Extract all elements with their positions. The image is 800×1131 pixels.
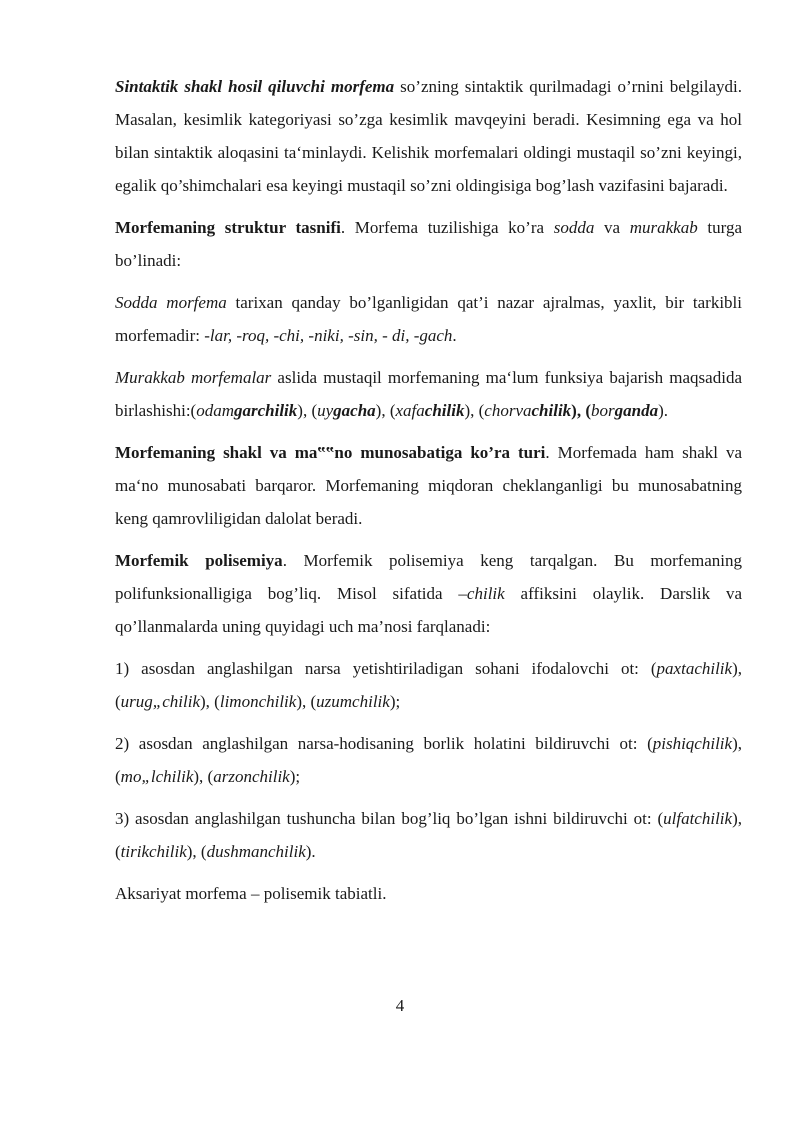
text-run: );: [389, 692, 401, 711]
text-run: tirikchilik: [120, 842, 187, 861]
paragraph-conclusion: [115, 877, 742, 910]
text-run: affiksini olaylik. Darslik va qo’llanmalarda uning quyidagi uch ma’nosi farqlanadi:: [115, 584, 742, 636]
text-run: ganda: [614, 401, 659, 420]
text-run: bor: [591, 401, 615, 420]
document-body: [115, 70, 742, 919]
text-run: Murakkab morfemalar: [115, 368, 272, 387]
text-run: garchilik: [234, 401, 298, 420]
text-run: Morfemaning shakl va ma‟‟no munosabatiga ko’ra turi: [115, 443, 546, 462]
text-run: . Morfemik polisemiya keng tarqalgan. Bu morfemaning polifunksionalligiga bog’liq. Misol sifatida –: [115, 551, 742, 603]
text-run: Sintaktik shakl hosil qiluvchi morfema: [115, 77, 395, 96]
text-run: odam: [196, 401, 234, 420]
text-run: chorva: [484, 401, 532, 420]
page-number: 4: [395, 996, 405, 1015]
text-run: paxtachilik: [656, 659, 733, 678]
paragraph-meaning-3: [115, 802, 742, 868]
text-run: ), (: [115, 734, 742, 786]
text-run: 3) asosdan anglashilgan tushuncha bilan bog’liq bo’lgan ishni bildiruvchi ot: (: [115, 809, 664, 828]
text-run: limonchilik: [219, 692, 297, 711]
text-run: ), (: [296, 692, 317, 711]
text-run: ), (: [115, 809, 742, 861]
paragraph-polysemy: [115, 544, 742, 643]
text-run: ), (: [193, 767, 214, 786]
text-run: Morfemik polisemiya: [115, 551, 283, 570]
text-run: ), (: [571, 401, 591, 420]
text-run: uy: [317, 401, 334, 420]
text-run: ), (: [375, 401, 396, 420]
text-run: Aksariyat morfema – polisemik tabiatli.: [115, 884, 387, 903]
text-run: mo„lchilik: [120, 767, 194, 786]
text-run: .: [452, 326, 457, 345]
text-run: chilik: [531, 401, 572, 420]
text-run: ), (: [464, 401, 485, 420]
text-run: Morfemaning struktur tasnifi: [115, 218, 341, 237]
text-run: urug„chilik: [120, 692, 201, 711]
paragraph-structural-classification: [115, 211, 742, 277]
text-run: 2) asosdan anglashilgan narsa-hodisaning borlik holatini bildiruvchi ot: (: [115, 734, 653, 753]
text-run: pishiqchilik: [652, 734, 733, 753]
text-run: murakkab: [629, 218, 698, 237]
text-run: xafa: [395, 401, 425, 420]
paragraph-syntactic-morpheme: [115, 70, 742, 202]
paragraph-simple-morpheme: [115, 286, 742, 352]
text-run: uzumchilik: [316, 692, 390, 711]
paragraph-form-meaning: [115, 436, 742, 535]
text-run: chilik: [424, 401, 465, 420]
text-run: ulfatchilik: [663, 809, 733, 828]
text-run: turga bo’linadi:: [115, 218, 743, 270]
text-run: so’zning sintaktik qurilmadagi o’rnini belgilaydi. Masalan, kesimlik kategoriyasi so’zga kesimlik mavqeyini beradi. Kesimning ega va hol bilan sintaktik aloqasini ta‘minlaydi. Kelishik morfemalari oldingi mustaqil so’zni keyingi, egalik qo’shimchalari esa keyingi mustaqil so’zni oldingisiga bog’lash vazifasini bajaradi.: [115, 77, 742, 195]
text-run: dushmanchilik: [206, 842, 306, 861]
paragraph-meaning-2: [115, 727, 742, 793]
paragraph-meaning-1: [115, 652, 742, 718]
text-run: tarixan qanday bo’lganligidan qat’i nazar ajralmas, yaxlit, bir tarkibli morfemadir:: [115, 293, 742, 345]
text-run: );: [289, 767, 301, 786]
text-run: 1) asosdan anglashilgan narsa yetishtiriladigan sohani ifodalovchi ot: (: [115, 659, 657, 678]
text-run: -lar, -roq, -chi, -niki, -sin, - di, -gach: [204, 326, 453, 345]
text-run: ), (: [115, 659, 742, 711]
text-run: va: [594, 218, 630, 237]
text-run: aslida mustaqil morfemaning ma‘lum funksiya bajarish maqsadida birlashishi:(: [115, 368, 742, 420]
paragraph-compound-morpheme: [115, 361, 742, 427]
text-run: . Morfemada ham shakl va ma‘no munosabati barqaror. Morfemaning miqdoran cheklanganligi bu munosabatning keng qamrovliligidan dalolat beradi.: [115, 443, 742, 528]
text-run: Sodda morfema: [115, 293, 227, 312]
text-run: ), (: [297, 401, 318, 420]
text-run: ), (: [200, 692, 220, 711]
text-run: sodda: [553, 218, 595, 237]
text-run: ), (: [186, 842, 207, 861]
text-run: arzonchilik: [213, 767, 290, 786]
text-run: chilik: [466, 584, 505, 603]
text-run: ).: [305, 842, 316, 861]
text-run: ).: [658, 401, 669, 420]
text-run: gacha: [333, 401, 376, 420]
text-run: . Morfema tuzilishiga ko’ra: [340, 218, 554, 237]
